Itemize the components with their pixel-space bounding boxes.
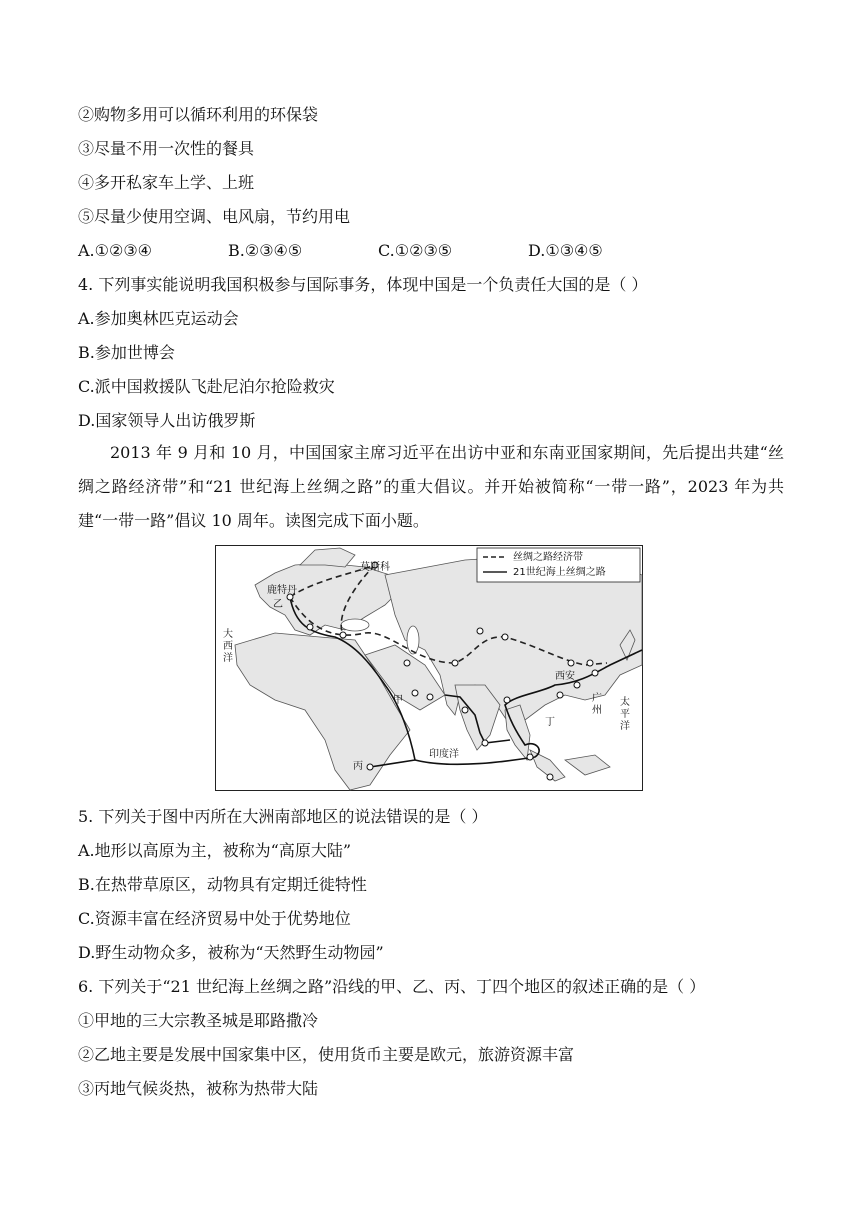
label-moscow: 莫斯科	[360, 562, 390, 573]
q4-option-c[interactable]: C.派中国救援队飞赴尼泊尔抢险救灾	[78, 377, 335, 396]
label-pacific-3: 洋	[620, 721, 630, 732]
q4-option-b[interactable]: B.参加世博会	[78, 343, 175, 362]
label-guangzhou-2: 州	[592, 705, 602, 716]
statement-3: ③尽量不用一次性的餐具	[78, 139, 255, 158]
statement-2: ②购物多用可以循环利用的环保袋	[78, 105, 319, 124]
label-atlantic-3: 洋	[223, 653, 233, 664]
label-atlantic-1: 大	[223, 629, 233, 640]
q3-option-a[interactable]: A.①②③④	[78, 241, 153, 260]
q4-stem: 4. 下列事实能说明我国积极参与国际事务，体现中国是一个负责任大国的是（ ）	[78, 275, 648, 294]
label-yi: 乙	[273, 599, 283, 610]
legend-maritime: 21世纪海上丝绸之路	[513, 567, 606, 578]
q4-option-d[interactable]: D.国家领导人出访俄罗斯	[78, 411, 256, 430]
q5-option-b[interactable]: B.在热带草原区，动物具有定期迁徙特性	[78, 875, 367, 894]
q3-option-c[interactable]: C.①②③⑤	[378, 241, 453, 260]
label-atlantic-2: 西	[223, 641, 233, 652]
map-legend	[477, 548, 640, 582]
label-xian: 西安	[555, 671, 575, 682]
label-ding: 丁	[545, 717, 555, 728]
q6-item-3: ③丙地气候炎热，被称为热带大陆	[78, 1079, 319, 1098]
q3-option-b[interactable]: B.②③④⑤	[228, 241, 303, 260]
statement-4: ④多开私家车上学、上班	[78, 173, 255, 192]
q5-stem: 5. 下列关于图中丙所在大洲南部地区的说法错误的是（ ）	[78, 807, 488, 826]
q3-options	[78, 240, 678, 262]
label-rotterdam: 鹿特丹	[267, 585, 297, 596]
q3-option-d[interactable]: D.①③④⑤	[528, 241, 603, 260]
q6-item-2: ②乙地主要是发展中国家集中区，使用货币主要是欧元，旅游资源丰富	[78, 1045, 575, 1064]
q4-option-a[interactable]: A.参加奥林匹克运动会	[78, 309, 239, 328]
q5-option-c[interactable]: C.资源丰富在经济贸易中处于优势地位	[78, 909, 351, 928]
label-indian-ocean: 印度洋	[429, 749, 459, 760]
label-pacific-1: 太	[620, 697, 630, 708]
q6-stem: 6. 下列关于“21 世纪海上丝绸之路”沿线的甲、乙、丙、丁四个地区的叙述正确的是（ ）	[78, 977, 706, 996]
q5-option-a[interactable]: A.地形以高原为主，被称为“高原大陆”	[78, 841, 352, 860]
label-pacific-2: 平	[620, 709, 630, 720]
label-jia: 甲	[393, 695, 403, 706]
legend-belt: 丝绸之路经济带	[513, 552, 583, 563]
belt-and-road-map	[215, 545, 643, 791]
passage-text: 2013 年 9 月和 10 月，中国国家主席习近平在出访中亚和东南亚国家期间，先后提出共建“丝绸之路经济带”和“21 世纪海上丝绸之路”的重大倡议。并开始被简称“一带一路”，2023 年为共建“一带一路”倡议 10 周年。读图完成下面小题。	[78, 443, 784, 530]
reading-passage	[78, 436, 784, 538]
statement-5: ⑤尽量少使用空调、电风扇，节约用电	[78, 207, 351, 226]
q6-item-1: ①甲地的三大宗教圣城是耶路撒冷	[78, 1011, 319, 1030]
label-bing: 丙	[353, 761, 363, 772]
label-guangzhou-1: 广	[592, 693, 602, 704]
q5-option-d[interactable]: D.野生动物众多，被称为“天然野生动物园”	[78, 943, 384, 962]
